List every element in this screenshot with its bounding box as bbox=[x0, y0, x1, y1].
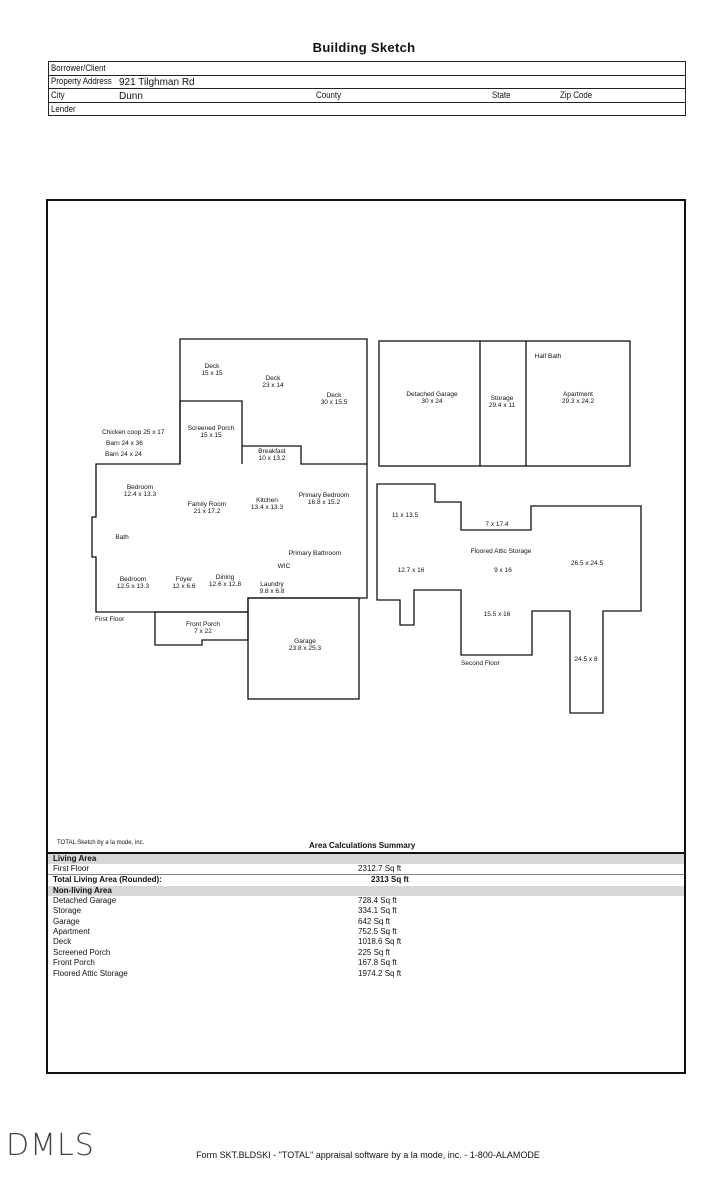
attic-dim-4: 9 x 16 bbox=[494, 567, 512, 574]
nonliving-value: 1018.6 Sq ft bbox=[358, 937, 402, 947]
breakfast-dim: 10 x 13.2 bbox=[258, 455, 286, 462]
deck2-name: Deck bbox=[265, 375, 281, 382]
primary-bed-name: Primary Bedroom bbox=[298, 492, 350, 499]
zip-label: Zip Code bbox=[560, 90, 593, 100]
nonliving-row bbox=[48, 958, 684, 968]
total-row bbox=[48, 874, 684, 885]
nonliving-name: Detached Garage bbox=[53, 895, 117, 905]
area-summary bbox=[48, 852, 684, 979]
lender-label: Lender bbox=[51, 104, 76, 114]
nonliving-name: Storage bbox=[53, 906, 82, 916]
screened-dim: 15 x 15 bbox=[200, 432, 222, 439]
attic-dim-3: 12.7 x 16 bbox=[397, 567, 425, 574]
storage-dim: 29.4 x 11 bbox=[488, 402, 516, 409]
state-label: State bbox=[492, 90, 511, 100]
det-garage-dim: 30 x 24 bbox=[421, 398, 443, 405]
attic-dim-7: 24.5 x 8 bbox=[574, 656, 598, 663]
breakfast-name: Breakfast bbox=[258, 448, 286, 455]
attic-dim-1: 11 x 13.5 bbox=[391, 512, 419, 519]
barn2-label: Barn 24 x 24 bbox=[105, 451, 142, 458]
first-floor-label: First Floor bbox=[95, 616, 125, 623]
nonliving-name: Front Porch bbox=[53, 958, 95, 968]
deck1-name: Deck bbox=[204, 363, 220, 370]
nonliving-row bbox=[48, 906, 684, 916]
living-row bbox=[48, 864, 684, 874]
dining-dim: 12.6 x 12.8 bbox=[208, 581, 242, 588]
attic-dim-5: 26.5 x 24.5 bbox=[570, 560, 604, 567]
nonliving-value: 642 Sq ft bbox=[358, 916, 391, 926]
nonliving-value: 752.5 Sq ft bbox=[358, 926, 397, 936]
address-value: 921 Tilghman Rd bbox=[119, 77, 195, 88]
nonliving-name: Deck bbox=[53, 937, 72, 947]
nonliving-value: 225 Sq ft bbox=[358, 947, 391, 957]
nonliving-value: 167.8 Sq ft bbox=[358, 958, 397, 968]
nonliving-row bbox=[48, 948, 684, 958]
bed1-name: Bedroom bbox=[126, 484, 154, 491]
nonliving-value: 334.1 Sq ft bbox=[358, 906, 397, 916]
wic-label: WIC bbox=[277, 563, 291, 570]
nonliving-area-header: Non-living Area bbox=[48, 886, 684, 896]
nonliving-value: 728.4 Sq ft bbox=[358, 895, 397, 905]
attic-name: Floored Attic Storage bbox=[470, 548, 532, 555]
storage-name: Storage bbox=[490, 395, 514, 402]
form-footer: Form SKT.BLDSKI - "TOTAL" appraisal software by a la mode, inc. - 1-800-ALAMODE bbox=[196, 1150, 540, 1160]
det-garage-name: Detached Garage bbox=[406, 391, 458, 398]
chicken-coop-label: Chicken coop 25 x 17 bbox=[102, 429, 165, 436]
laundry-name: Laundry bbox=[260, 581, 284, 588]
half-bath-label: Half Bath bbox=[534, 353, 562, 360]
kitchen-dim: 13.4 x 13.3 bbox=[250, 504, 284, 511]
nonliving-name: Garage bbox=[53, 916, 80, 926]
living-area-header: Living Area bbox=[48, 854, 684, 864]
county-label: County bbox=[316, 90, 342, 100]
bath-label: Bath bbox=[115, 534, 129, 541]
family-dim: 21 x 17.2 bbox=[193, 508, 221, 515]
attic-dim-6: 15.5 x 16 bbox=[483, 611, 511, 618]
first-floor-outline bbox=[92, 339, 367, 612]
nonliving-row bbox=[48, 969, 684, 979]
nonliving-row bbox=[48, 937, 684, 947]
second-floor-label: Second Floor bbox=[461, 660, 500, 667]
barn1-label: Barn 24 x 36 bbox=[106, 440, 143, 447]
garage-name: Garage bbox=[294, 638, 316, 645]
apartment-name: Apartment bbox=[563, 391, 593, 398]
address-label: Property Address bbox=[51, 76, 112, 86]
page-title: Building Sketch bbox=[312, 40, 416, 55]
dmls-logo: DMLS bbox=[6, 1128, 95, 1163]
sketch-credit: TOTAL Sketch by a la mode, inc. bbox=[57, 840, 145, 846]
nonliving-name: Apartment bbox=[53, 926, 90, 936]
front-porch-name: Front Porch bbox=[186, 621, 220, 628]
attic-dim-2: 7 x 17.4 bbox=[485, 521, 509, 528]
front-porch-dim: 7 x 22 bbox=[194, 628, 212, 635]
family-name: Family Room bbox=[187, 501, 227, 508]
bed2-dim: 12.5 x 13.3 bbox=[116, 583, 150, 590]
deck2-dim: 23 x 14 bbox=[262, 382, 284, 389]
deck3-name: Deck bbox=[326, 392, 342, 399]
city-value: Dunn bbox=[119, 91, 143, 102]
nonliving-name: Screened Porch bbox=[53, 947, 111, 957]
deck1-dim: 15 x 15 bbox=[201, 370, 223, 377]
foyer-dim: 12 x 6.6 bbox=[172, 583, 196, 590]
total-value: 2313 Sq ft bbox=[371, 875, 409, 885]
primary-bath-label: Primary Bathroom bbox=[288, 550, 342, 557]
total-label: Total Living Area (Rounded): bbox=[53, 875, 162, 885]
apartment-dim: 29.3 x 24.2 bbox=[561, 398, 595, 405]
living-row-value: 2312.7 Sq ft bbox=[358, 864, 402, 873]
city-label: City bbox=[51, 90, 65, 100]
summary-title: Area Calculations Summary bbox=[309, 841, 416, 850]
bed2-name: Bedroom bbox=[119, 576, 147, 583]
nonliving-name: Floored Attic Storage bbox=[53, 968, 128, 978]
nonliving-row bbox=[48, 917, 684, 927]
kitchen-name: Kitchen bbox=[256, 497, 278, 504]
dining-name: Dining bbox=[215, 574, 235, 581]
living-row-name: First Floor bbox=[53, 864, 89, 873]
foyer-name: Foyer bbox=[175, 576, 193, 583]
screened-name: Screened Porch bbox=[187, 425, 235, 432]
bed1-dim: 12.4 x 13.3 bbox=[123, 491, 157, 498]
garage-dim: 23.8 x 25.3 bbox=[288, 645, 322, 652]
primary-bed-dim: 16.8 x 15.2 bbox=[307, 499, 341, 506]
nonliving-row bbox=[48, 896, 684, 906]
deck3-dim: 30 x 15.5 bbox=[320, 399, 348, 406]
nonliving-row bbox=[48, 927, 684, 937]
laundry-dim: 9.8 x 6.8 bbox=[259, 588, 285, 595]
borrower-label: Borrower/Client bbox=[51, 63, 106, 73]
nonliving-value: 1974.2 Sq ft bbox=[358, 968, 402, 978]
